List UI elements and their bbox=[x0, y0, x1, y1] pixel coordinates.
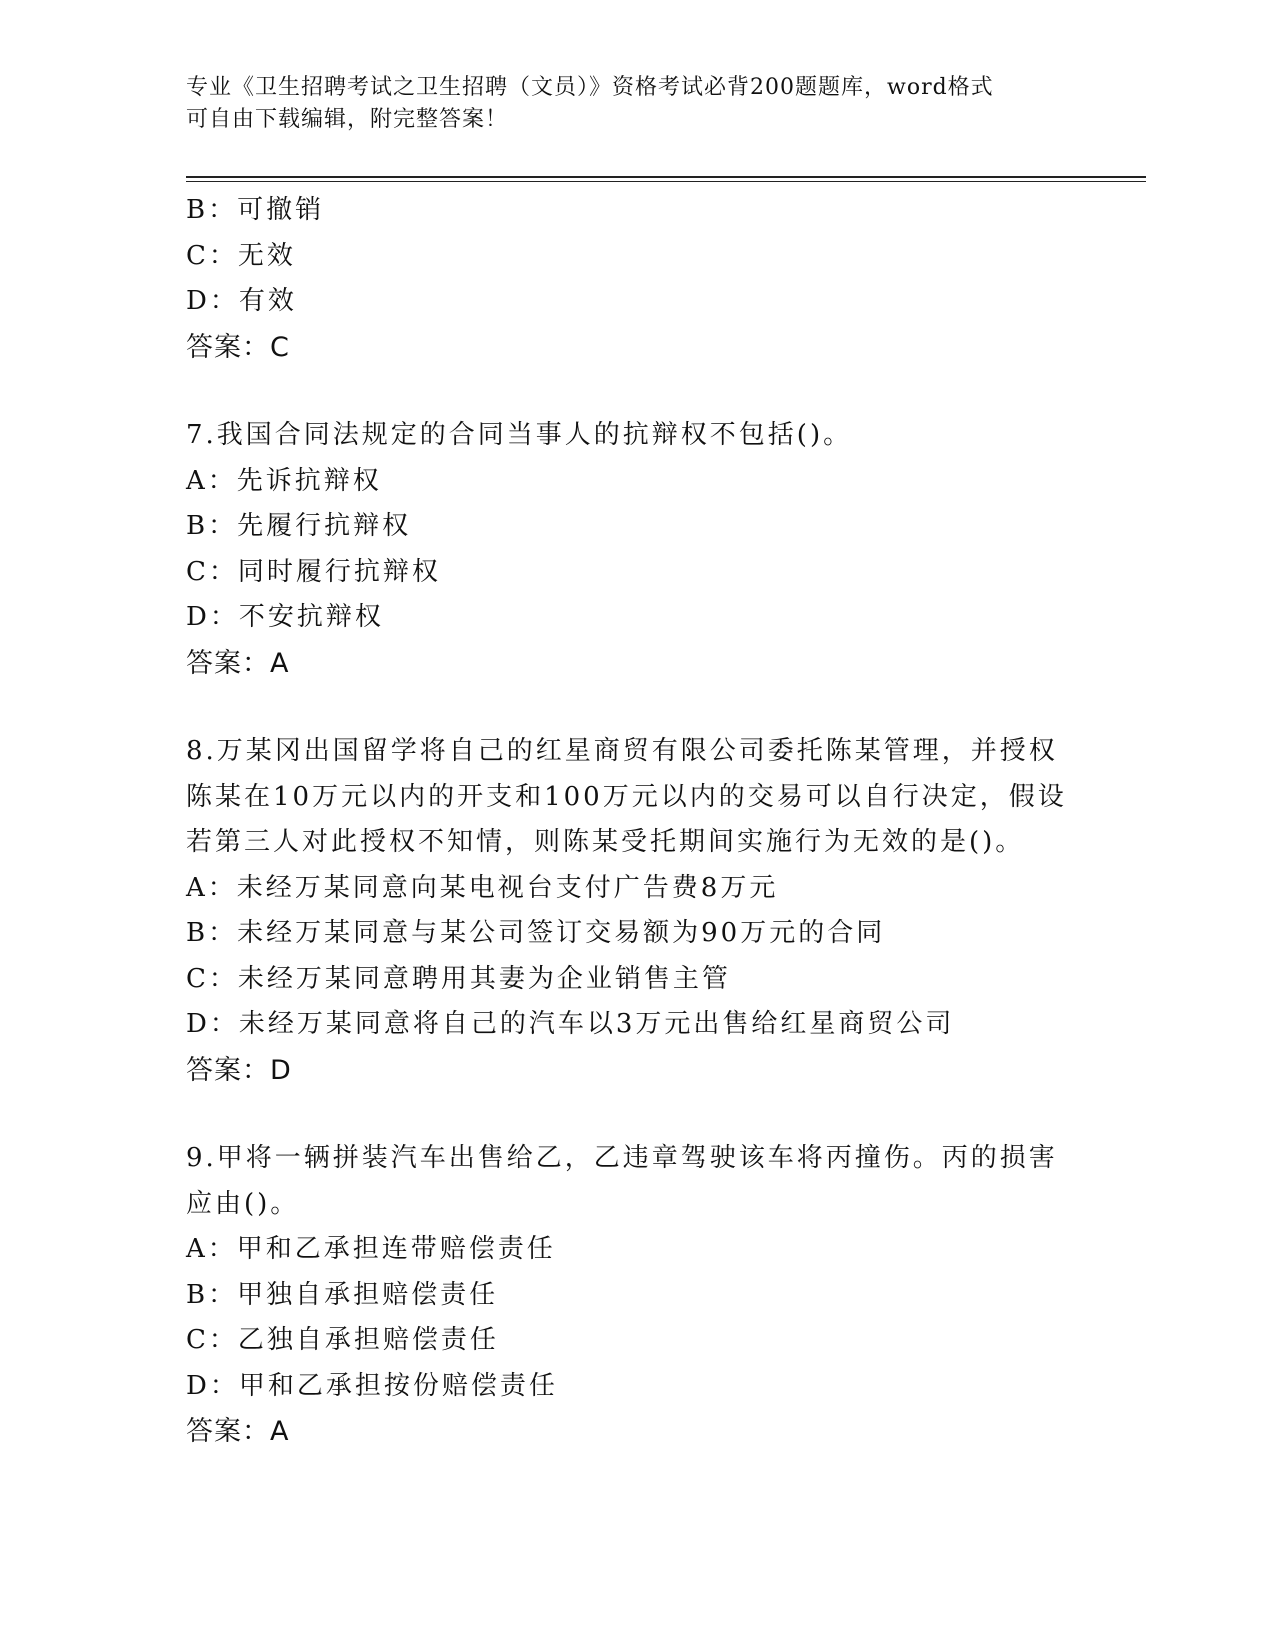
option-b: B：甲独自承担赔偿责任 bbox=[186, 1279, 499, 1310]
question-7 bbox=[186, 413, 1086, 686]
option-a: A：先诉抗辩权 bbox=[186, 465, 382, 496]
option-d: D：不安抗辩权 bbox=[186, 602, 384, 632]
option-d: D：有效 bbox=[186, 286, 297, 316]
spacer bbox=[186, 370, 1086, 413]
question-stem-line-1: 9.甲将一辆拼装汽车出售给乙，乙违章驾驶该车将丙撞伤。丙的损害 bbox=[186, 1143, 1058, 1173]
header-divider-thick bbox=[186, 176, 1146, 178]
answer-line: 答案：C bbox=[186, 331, 290, 363]
question-list bbox=[186, 188, 1086, 1455]
option-c: C：未经万某同意聘用其妻为企业销售主管 bbox=[186, 963, 731, 994]
question-stem: 7.我国合同法规定的合同当事人的抗辩权不包括()。 bbox=[186, 420, 853, 450]
page-header bbox=[186, 72, 1066, 136]
answer-line: 答案：A bbox=[186, 1416, 290, 1447]
question-9 bbox=[186, 1136, 1086, 1455]
question-stem-line-3: 若第三人对此授权不知情，则陈某受托期间实施行为无效的是()。 bbox=[186, 827, 1025, 857]
question-stem-line-2: 应由()。 bbox=[186, 1188, 300, 1219]
option-b: B：先履行抗辩权 bbox=[186, 511, 412, 541]
question-stem-line-2: 陈某在10万元以内的开支和100万元以内的交易可以自行决定，假设 bbox=[186, 781, 1067, 812]
option-c: C：同时履行抗辩权 bbox=[186, 556, 441, 587]
option-b: B：未经万某同意与某公司签订交易额为90万元的合同 bbox=[186, 918, 886, 948]
option-c: C：无效 bbox=[186, 240, 296, 271]
option-a: A：甲和乙承担连带赔偿责任 bbox=[186, 1234, 556, 1264]
header-title-line-1: 专业《卫生招聘考试之卫生招聘（文员）》资格考试必背200题题库，word格式 bbox=[186, 75, 994, 100]
option-d: D：甲和乙承担按份赔偿责任 bbox=[186, 1370, 558, 1401]
question-stem-line-1: 8.万某冈出国留学将自己的红星商贸有限公司委托陈某管理，并授权 bbox=[186, 736, 1058, 766]
question-8 bbox=[186, 729, 1086, 1093]
option-a: A：未经万某同意向某电视台支付广告费8万元 bbox=[186, 872, 779, 903]
option-c: C：乙独自承担赔偿责任 bbox=[186, 1325, 499, 1355]
spacer bbox=[186, 1093, 1086, 1136]
question-6-continued bbox=[186, 188, 1086, 370]
header-title-line-2: 可自由下载编辑，附完整答案！ bbox=[186, 107, 509, 132]
option-d: D：未经万某同意将自己的汽车以3万元出售给红星商贸公司 bbox=[186, 1009, 955, 1039]
header-divider-thin bbox=[186, 181, 1146, 182]
option-b: B：可撤销 bbox=[186, 195, 325, 225]
answer-line: 答案：A bbox=[186, 647, 290, 679]
spacer bbox=[186, 686, 1086, 729]
answer-line: 答案：D bbox=[186, 1054, 292, 1086]
